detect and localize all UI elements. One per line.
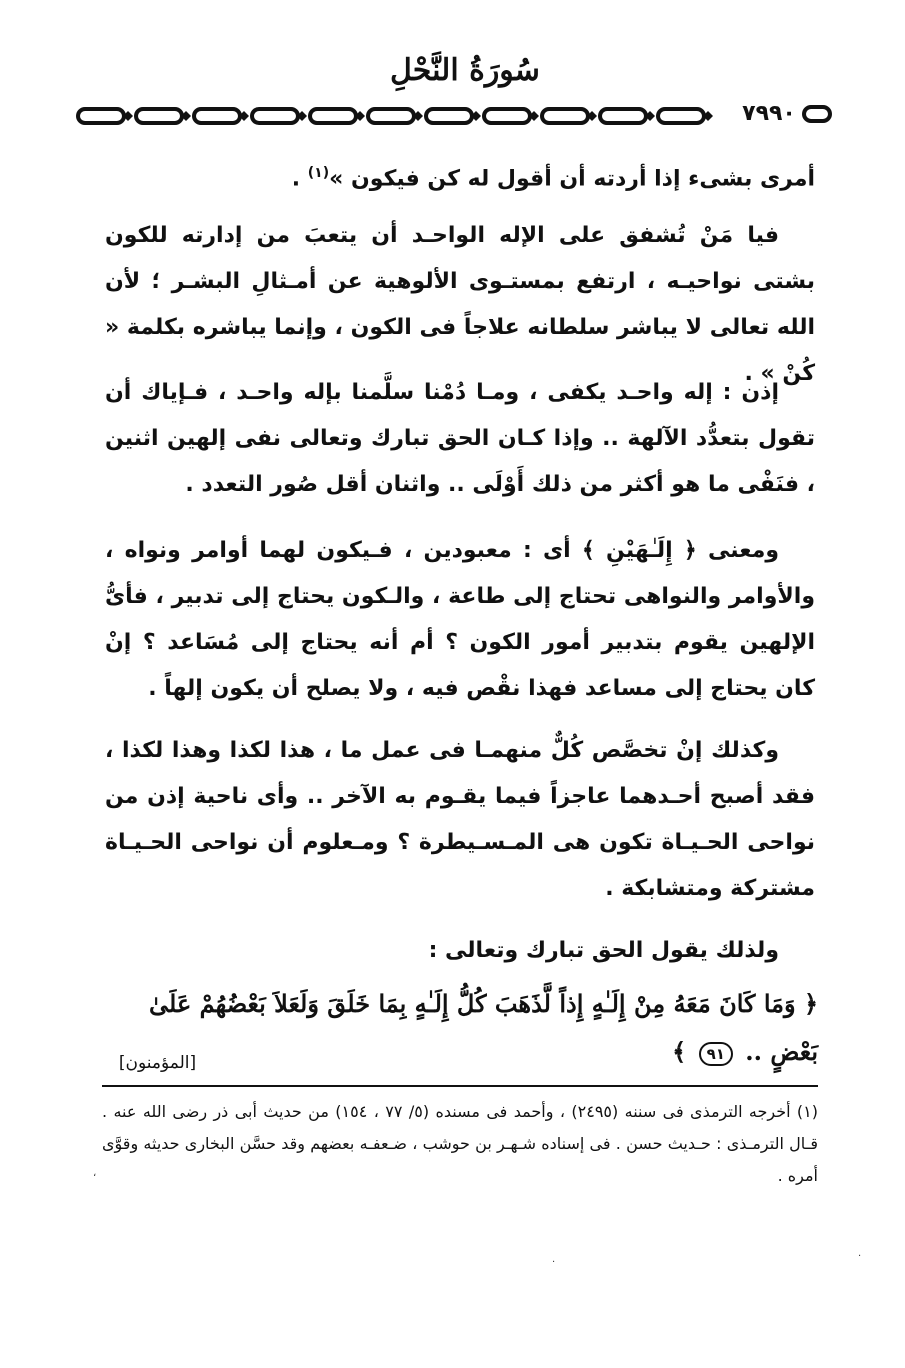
chain-link <box>658 109 704 123</box>
scan-speck: . <box>858 1248 862 1259</box>
surah-title: سُورَةُ النَّحْلِ <box>390 53 540 88</box>
chain-link <box>194 109 240 123</box>
chain-link <box>252 109 298 123</box>
paragraph-text: أمرى بشىء إذا أردته أن أقول له كن فيكون » <box>329 166 815 192</box>
verse-number-badge: ٩١ <box>699 1042 733 1066</box>
footnote-separator <box>102 1085 818 1087</box>
scan-speck: ، <box>93 1168 97 1179</box>
footnote-reference: (١) <box>307 165 330 181</box>
chain-link <box>426 109 472 123</box>
chain-link <box>484 109 530 123</box>
footnote-text: (١) أخرجه الترمذى فى سننه (٢٤٩٥) ، وأحمد فى مسنده (٥/ ٧٧ ، ١٥٤) من حديث أبى ذر رضى الله عنه . قـال الترمـذى : حـديث حسن . فى إسناده شـهـر بن حوشب ، ضـعفـه بعضهم وقد حسَّن البخارى حديثه وقوَّى أمره . <box>102 1102 819 1185</box>
chain-link <box>78 109 124 123</box>
surah-reference: [المؤمنون] <box>118 1053 197 1073</box>
scan-speck: . <box>552 1254 556 1265</box>
chain-link <box>310 109 356 123</box>
verse-text: وَمَا كَانَ مَعَهُ مِنْ إِلَـٰهٍ إِذاً لَّذَهَبَ كُلُّ إِلَـٰهٍ بِمَا خَلَقَ وَلَعَلاَ بَعْضُهُمْ عَلَىٰ بَعْضٍ .. <box>149 989 818 1066</box>
paragraph: ومعنى ﴿ إِلَـٰهَيْنِ ﴾ أى : معبودين ، فـيكون لهما أوامر ونواه ، والأوامر والنواهى تحتاج إلى طاعة ، والـكون يحتاج إلى تدبير ، فأىُّ الإلهين يقوم بتدبير أمور الكون ؟ أم أنه يحتاج إلى مُسَاعد ؟ إنْ كان يحتاج إلى مساعد فهذا نقْص فيه ، ولا يصلح أن يكون إلهاً . <box>105 538 815 701</box>
verse-open-bracket: ﴿ <box>803 989 818 1018</box>
page-number: ٧٩٩٠ <box>742 101 796 126</box>
ornamental-chain-border <box>74 98 734 134</box>
paragraph-continued: أمرى بشىء إذا أردته أن أقول له كن فيكون »$^{(١)}$ . <box>291 165 815 192</box>
verse-close-bracket: ﴾ <box>672 1037 687 1066</box>
chain-link <box>600 109 646 123</box>
chain-link <box>368 109 414 123</box>
chain-link <box>136 109 182 123</box>
paragraph: ولذلك يقول الحق تبارك وتعالى : <box>428 938 779 963</box>
paragraph: وكذلك إنْ تخصَّص كُلٌّ منهمـا فى عمل ما ، هذا لكذا وهذا لكذا ، فقد أصبح أحـدهما عاجزاً فيما يقـوم به الآخر .. وأى ناحية إذن من نواحى الحـيـاة تكون هى المـسـيطرة ؟ ومـعلوم أن نواحى الحـيـاة مشتركة ومتشابكة . <box>105 738 815 901</box>
paragraph: فيا مَنْ تُشفق على الإله الواحـد أن يتعبَ من إدارته للكون بشتى نواحيـه ، ارتفع بمستـوى الألوهية عن أمـثالِ البشـر ؛ لأن الله تعالى لا يباشر سلطانه علاجاً فى الكون ، وإنما يباشره بكلمة « كُنْ » . <box>105 223 815 386</box>
ornament-end-icon <box>802 104 832 124</box>
chain-link <box>542 109 588 123</box>
paragraph: إذن : إله واحـد يكفى ، ومـا دُمْنا سلَّمنا بإله واحـد ، فـإياك أن تقول بتعدُّد الآلهة .. وإذا كـان الحق تبارك وتعالى نفى إلهين اثنين ، فنَفْى ما هو أكثر من ذلك أَوْلَى .. واثنان أقل صُور التعدد . <box>105 380 815 497</box>
